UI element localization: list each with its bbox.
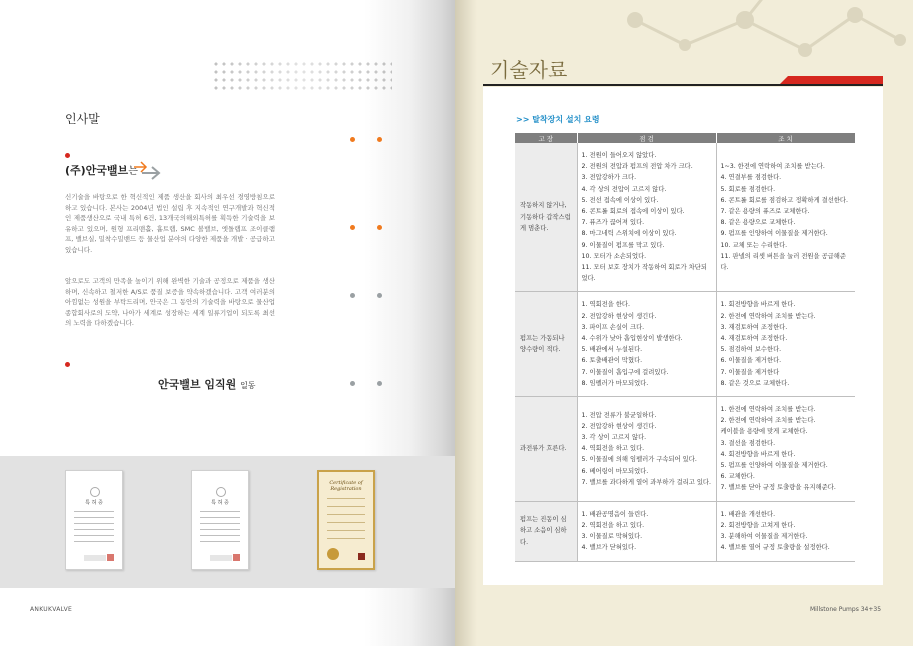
company-suffix: 는 [128,166,138,177]
check-item: 5. 전선 접속에 이상이 있다. [581,196,659,204]
check-list [577,397,716,502]
table-row [515,143,855,292]
action-item: 2. 한전에 연락하여 조치를 받는다. [720,417,816,425]
certificate-title: Certificate of Registration [329,480,363,492]
table-row [515,501,855,561]
greeting-paragraph-1: 신기술을 바탕으로 한 혁신적인 제품 생산을 회사의 최우선 경영방침으로 하고 있습니다. 본사는 2004년 법인 설립 후 지속적인 연구개발과 혁신적인 제품생산으로 국내 특허 6건, 13개국의해외특허를 획득한 기술력을 보유하고 있으며, 원형 프리맨홀, 흄트랩, SMC 볼밸브, 엣돌랩프 조이클램프, 밸브실, 밀착수밀밴드 등 물산업 분야의 다양한 제품을 개발 · 공급하고 있습니다. [65,193,275,254]
title-rule [483,84,883,86]
check-item: 1. 배관공명음이 들린다. [581,510,649,518]
check-item: 9. 이물질이 펌프를 막고 있다. [581,241,665,249]
action-item: 7. 같은 용량의 퓨즈로 교체한다. [720,208,810,216]
gray-dot-icon [377,381,382,386]
action-item: 6. 교체한다. [720,473,755,481]
table-header-cell: 고 장 [515,133,577,143]
check-item: 8. 마그네틱 스위치에 이상이 있다. [581,230,677,238]
footer-brand: ANKUKVALVE [30,606,73,613]
check-item: 3. 파이프 손실이 크다. [581,323,645,331]
action-item: 10. 교체 또는 수리한다. [720,241,788,249]
action-item: 4. 밸브를 열어 규정 토출량을 설정한다. [720,544,830,552]
action-item: 6. 이물질을 제거한다. [720,357,782,365]
check-item: 3. 각 상이 고르지 않다. [581,434,647,442]
registration-certificate-image [317,470,375,570]
check-item: 6. 베어링이 마모되었다. [581,467,649,475]
check-list [577,143,716,292]
gray-dot-icon [350,293,355,298]
check-item: 7. 이물질이 흡입구에 걸려있다. [581,368,669,376]
arrow-decoration-icon [132,157,166,183]
greeting-title: 인사말 [65,112,100,126]
fault-category: 펌프는 가동되나 양수량이 적다. [515,292,577,397]
fault-category: 작동하지 않거나, 기동하다 갑작스럽게 멈춘다. [515,143,577,292]
dot-pattern-fade [212,60,392,94]
certificate-title: 특 허 증 [85,500,103,506]
section-title: >> 탈착장치 설치 요령 [516,115,600,124]
emblem-icon [216,487,226,497]
action-item: 11. 판넬의 리셋 버튼을 눌러 전원을 공급해준다. [720,252,846,272]
table-header-cell: 조 치 [716,133,855,143]
action-item: 3. 결선을 점검한다. [720,439,776,447]
action-item: 5. 점검하여 보수한다. [720,346,782,354]
check-item: 11. 모터 보호 장치가 작동하여 회로가 차단되었다. [581,264,707,283]
table-row [515,397,855,502]
action-item: 3. 재검토하여 조정한다. [720,323,788,331]
fault-category: 펌프는 진동이 심하고 소음이 심하다. [515,501,577,561]
gray-dot-icon [377,293,382,298]
check-item: 4. 수위가 낮아 흡입현상이 발생한다. [581,335,683,343]
action-item: 1~3. 한전에 연락하여 조치를 받는다. [720,163,825,171]
check-item: 4. 밸브가 닫혀있다. [581,544,637,552]
check-item: 2. 전압강하 현상이 생긴다. [581,312,657,320]
table-header-row [515,133,855,143]
check-item: 7. 밸브를 과다하게 열어 과부하가 걸리고 있다. [581,478,712,486]
molecule-decoration-icon [595,0,913,80]
fault-category: 과전류가 흐른다. [515,397,577,502]
check-item: 6. 토출배관이 막혔다. [581,357,643,365]
action-item: 5. 펌프를 인양하여 이물질을 제거한다. [720,462,828,470]
page-title: 기술자료 [490,58,568,82]
signature [158,376,256,392]
check-item: 4. 각 상의 전압이 고르지 않다. [581,185,667,193]
greeting-paragraph-2: 앞으로도 고객의 만족을 높이기 위해 완벽한 기술과 공정으로 제품을 생산하며, 신속하고 철저한 A/S로 품질 보증을 약속하겠습니다. 고객 여러분의 아낌없는 성원을 부탁드리며, 안국은 그 동안의 기술력을 바탕으로 물산업 종합회사로의 도약, 나아가 세계로 성장하는 세계 일류기업이 되도록 최선의 노력을 다하겠습니다. [65,277,275,328]
gutter-shadow [455,0,477,646]
action-list [716,397,855,502]
action-item: 6. 콘트롤 회로를 점검하고 정확하게 결선한다. [720,196,849,204]
patent-certificate-image [191,470,249,570]
action-list [716,143,855,292]
table-body [515,143,855,561]
troubleshooting-table [515,133,856,562]
gray-dot-icon [350,381,355,386]
check-list [577,292,716,397]
red-stamp-icon [358,553,365,560]
check-item: 1. 전압 전류가 불균일하다. [581,411,657,419]
orange-dot-icon [377,225,382,230]
action-item: 4. 연결부를 점검한다. [720,174,782,182]
company-name: (주)안국밸브 [65,164,129,177]
action-item: 1. 회전방향을 바르게 한다. [720,301,796,309]
red-bullet-icon [65,153,70,158]
action-item: 4. 재검토하여 조정한다. [720,335,788,343]
check-item: 2. 전원의 전압과 펌프의 전압 차가 크다. [581,163,693,171]
check-item: 4. 역회전을 하고 있다. [581,445,645,453]
action-item: 2. 회전방향을 고쳐게 한다. [720,521,796,529]
check-item: 10. 모터가 소손되었다. [581,252,647,260]
action-item: 2. 한전에 연락하여 조치를 받는다. [720,312,816,320]
check-list [577,501,716,561]
red-bullet-icon [65,362,70,367]
check-item: 2. 전압강하 현상이 생긴다. [581,422,657,430]
action-item: 7. 밸브를 닫아 규정 토출량을 유지해준다. [720,484,836,492]
check-item: 6. 콘트롤 회로의 접속에 이상이 있다. [581,208,685,216]
action-item: 케이블을 용량에 맞게 교체한다. [720,428,808,436]
orange-dot-icon [350,137,355,142]
action-item: 1. 한전에 연락하여 조치를 받는다. [720,406,816,414]
action-item: 1. 배관을 개선한다. [720,510,776,518]
action-item: 9. 펌프를 인양하여 이물질을 제거한다. [720,230,828,238]
action-item: 5. 회로를 점검한다. [720,185,776,193]
red-accent-bar [780,76,883,84]
check-item: 7. 퓨즈가 끊어져 있다. [581,219,645,227]
check-item: 5. 이물질에 의해 임펠러가 구속되어 있다. [581,456,697,464]
emblem-icon [90,487,100,497]
check-item: 1. 전원이 들어오지 않았다. [581,152,657,159]
red-stamp-icon [107,554,114,561]
red-stamp-icon [233,554,240,561]
footer-page-info: Millstone Pumps 34+35 [810,606,882,613]
orange-dot-icon [377,137,382,142]
action-list [716,501,855,561]
check-item: 3. 이물질로 막혀있다. [581,533,643,541]
action-item: 4. 회전방향을 바르게 한다. [720,450,796,458]
action-item: 3. 분해하여 이물질을 제거한다. [720,533,808,541]
check-item: 1. 역회전을 한다. [581,301,631,309]
patent-certificate-image [65,470,123,570]
check-item: 5. 배관에서 누설된다. [581,346,643,354]
action-item: 7. 이물질을 제거한다 [720,368,780,376]
action-list [716,292,855,397]
check-item: 3. 전압강하가 크다. [581,174,637,182]
check-item: 8. 임펠러가 마모되었다. [581,379,649,387]
company-heading [65,162,138,178]
orange-dot-icon [350,225,355,230]
check-item: 2. 역회전을 하고 있다. [581,521,645,529]
action-item: 8. 같은 것으로 교체한다. [720,379,790,387]
table-row [515,292,855,397]
signature-suffix: 일동 [240,381,256,390]
signature-name: 안국밸브 임직원 [158,378,237,391]
table-header-cell: 점 검 [577,133,716,143]
gold-seal-icon [327,548,339,560]
action-item: 8. 같은 용량으로 교체한다. [720,219,796,227]
certificate-title: 특 허 증 [211,500,229,506]
